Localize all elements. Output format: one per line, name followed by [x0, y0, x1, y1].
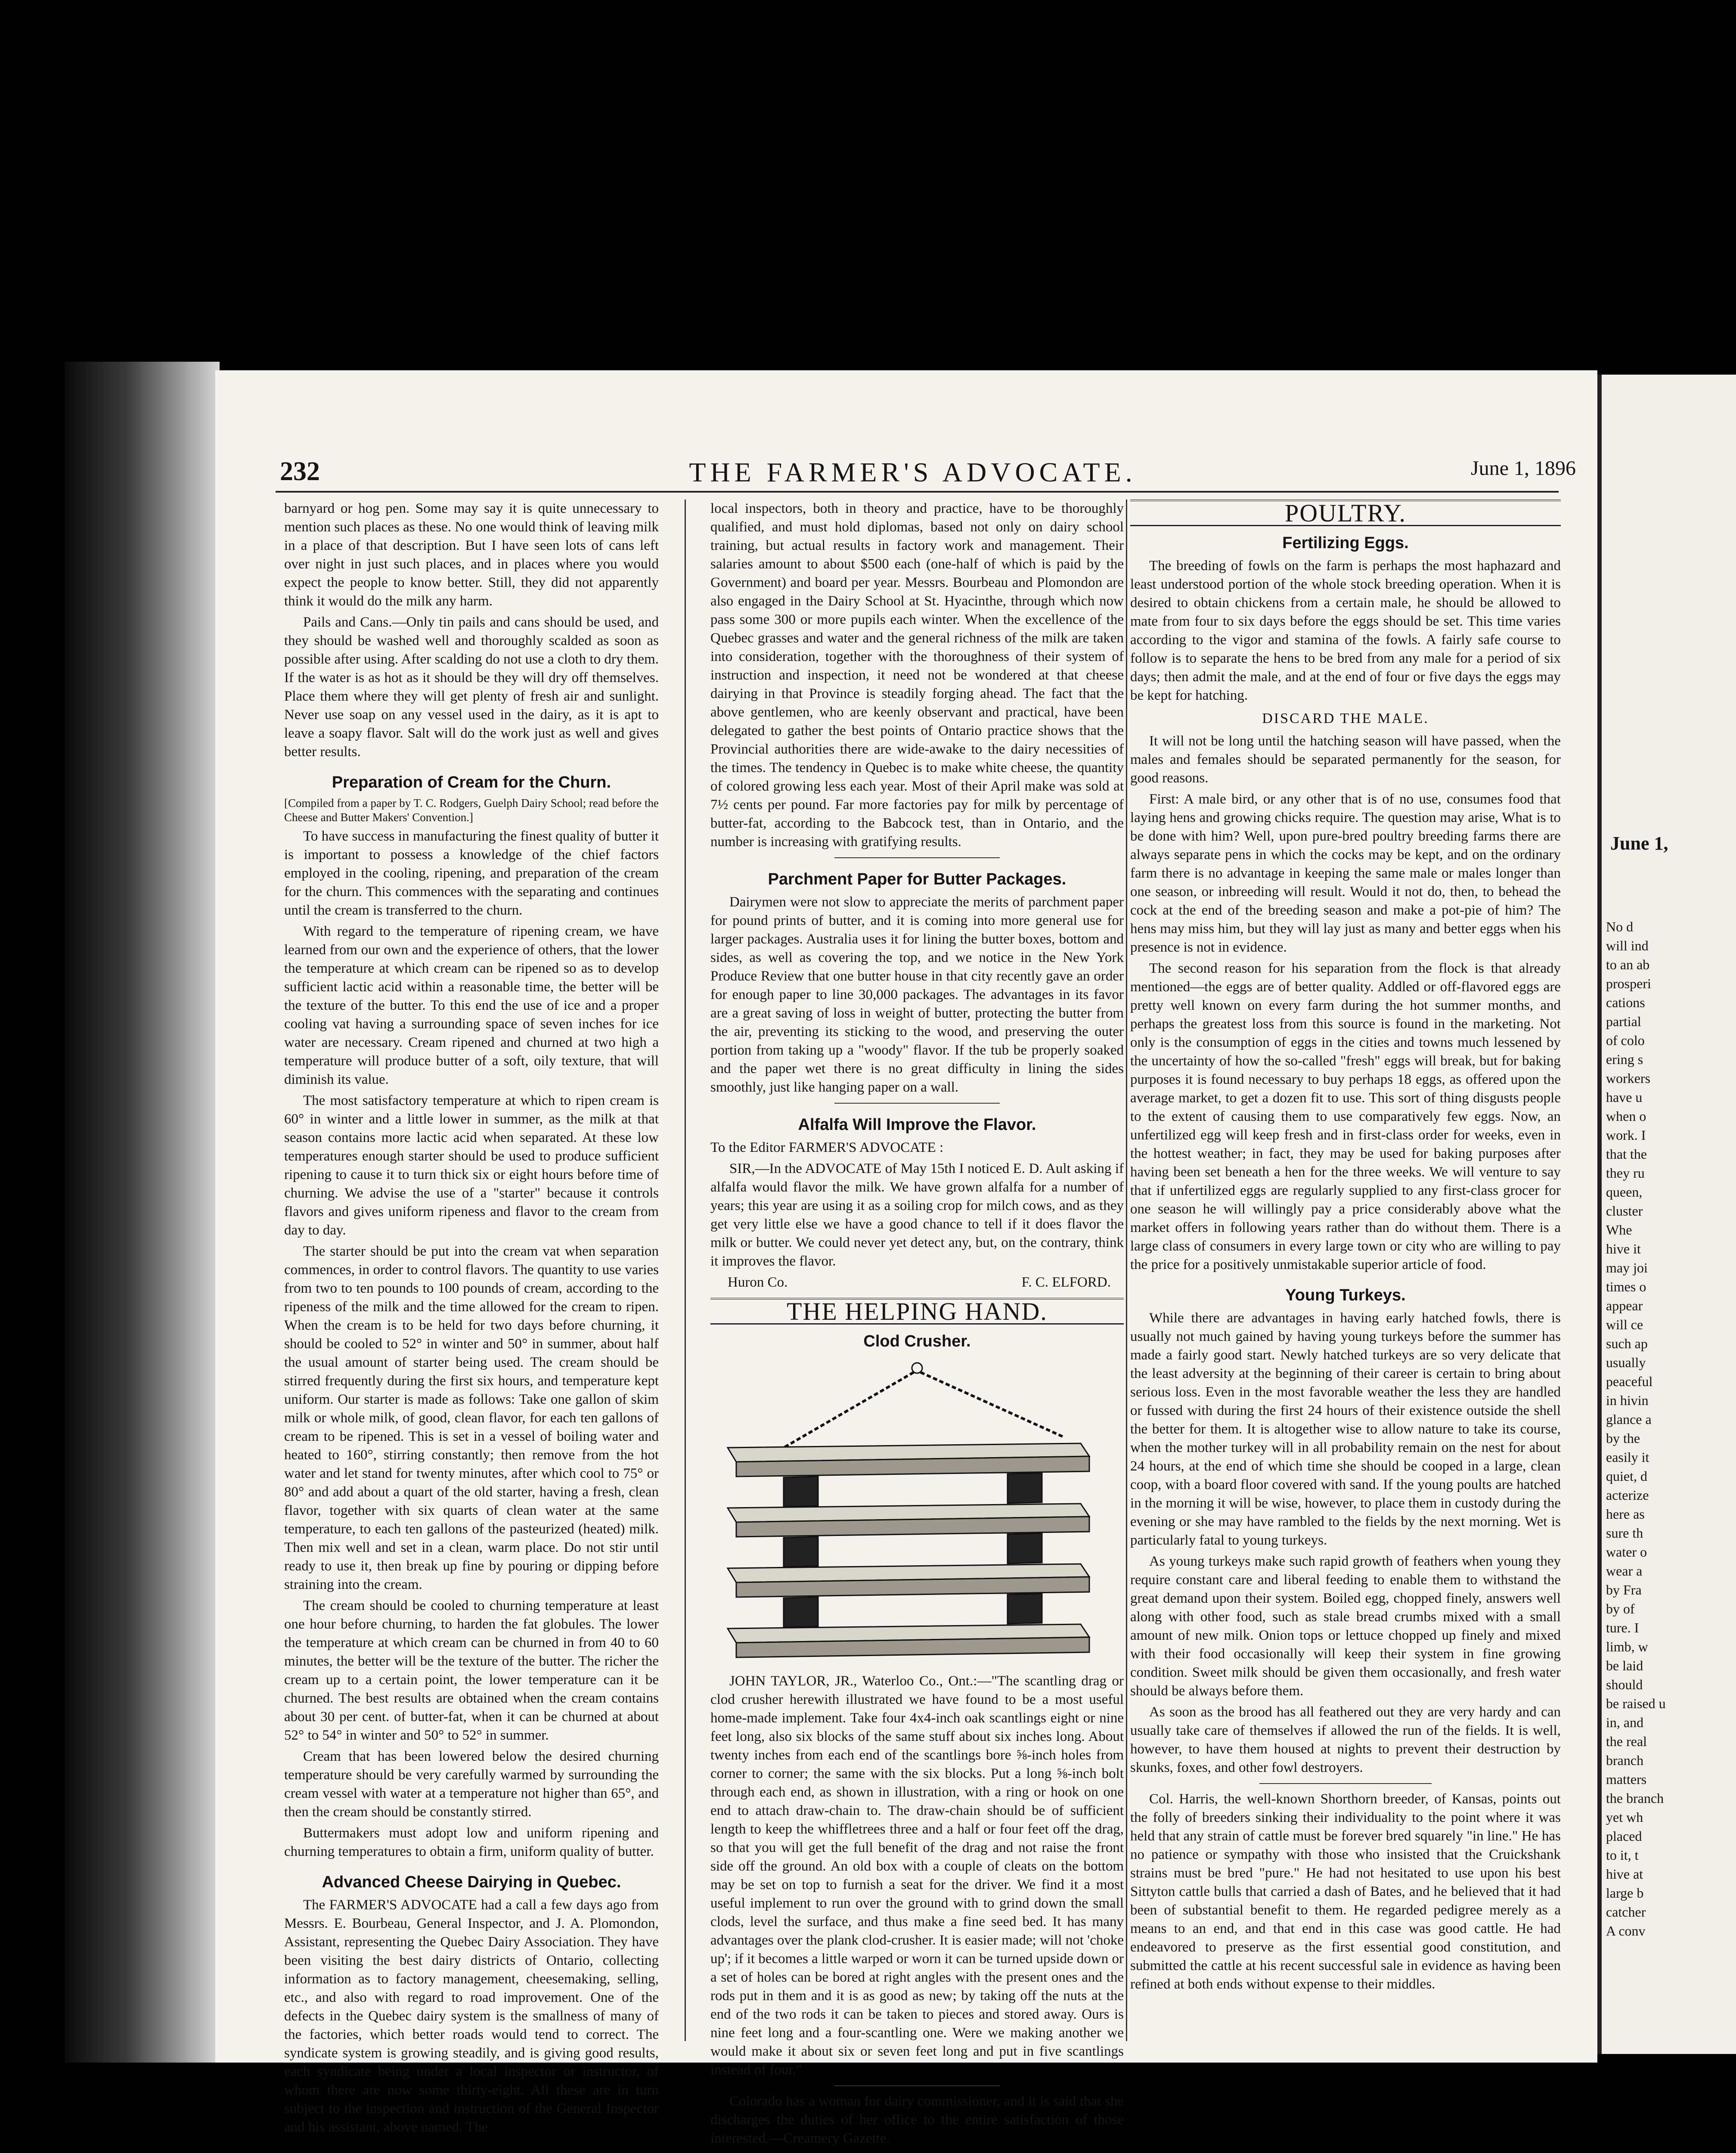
adjacent-page-line: Whe	[1606, 1222, 1632, 1238]
article-paragraph: With regard to the temperature of ripening cream, we have learned from our own and the experience of others, that the lower the temperature at which cream can be ripened so as to develop sufficient lactic acid within a reasonable time, the better will be the texture of the butter. To this end the use of ice and a proper cooling vat having a surrounding space of seven inches for ice water are necessary. Cream ripened and churned at two high a temperature will produce butter of a soft, oily texture, that will diminish its value.	[284, 924, 659, 1087]
adjacent-page-line: placed	[1606, 1828, 1642, 1844]
letter-signature: F. C. ELFORD.	[1021, 1275, 1111, 1290]
column-1	[284, 499, 659, 2139]
column-divider	[685, 499, 686, 2041]
adjacent-page-line: will ind	[1606, 938, 1649, 953]
article-paragraph: As soon as the brood has all feathered out they are very hardy and can usually take care of themselves if allowed the run of the fields. It is well, however, to have them housed at nights to prevent their destruction by skunks, foxes, and other fowl destroyers.	[1130, 1704, 1561, 1775]
adjacent-page-line: that the	[1606, 1146, 1647, 1162]
article-heading: Preparation of Cream for the Churn.	[332, 773, 611, 791]
column-2	[710, 499, 1124, 2150]
article-paragraph: Buttermakers must adopt low and uniform ripening and churning temperatures to obtain a firm, uniform quality of butter.	[284, 1825, 659, 1859]
adjacent-page-line: hive at	[1606, 1866, 1643, 1882]
article-paragraph: barnyard or hog pen. Some may say it is quite unnecessary to mention such places as these. No one would think of leaving milk in a place of that description. But I have seen lots of cans left over night in just such places, and in places where you would expect the people to know better. Still, they did not apparently think it would do the milk any harm.	[284, 501, 659, 609]
adjacent-page-line: such ap	[1606, 1336, 1648, 1351]
adjacent-page-line: acterize	[1606, 1487, 1649, 1503]
adjacent-page-line: wear a	[1606, 1563, 1643, 1579]
article-paragraph: While there are advantages in having early hatched fowls, there is usually not much gained by having young turkeys before the summer has made a fairly good start. Newly hatched turkeys are so very delicate that the least adversity at the beginning of their career is certain to bring about serious loss. Even in the most favorable weather the less they are handled or fussed with during the first 24 hours of their existence outside the shell the better for them. It is altogether wise to allow nature to take its course, when the mother turkey will in all probability remain on the nest for about 24 hours, at the end of which time she should be cooped in a large, clean coop, with a board floor covered with sand. If the young poults are hatched in the morning it will be wise, however, to place them in custody during the evening or she may have rambled to the fields by the next morning. Wet is particularly fatal to young turkeys.	[1130, 1310, 1561, 1548]
article-heading: Alfalfa Will Improve the Flavor.	[798, 1116, 1036, 1134]
article-subheading: DISCARD THE MALE.	[1262, 710, 1429, 726]
adjacent-page-line: hive it	[1606, 1241, 1641, 1256]
adjacent-page-line: may joi	[1606, 1260, 1648, 1275]
article-paragraph: Colorado has a woman for dairy commissioner, and it is said that she discharges the duties of her office to the entire satisfaction of those interested.—Creamery Gazette.	[710, 2094, 1124, 2146]
adjacent-page-line: should	[1606, 1677, 1643, 1692]
adjacent-page-line: yet wh	[1606, 1809, 1643, 1825]
adjacent-page-line: cluster	[1606, 1203, 1643, 1219]
section-rule	[834, 857, 1000, 858]
adjacent-page	[1597, 375, 1736, 2054]
adjacent-page-line: cations	[1606, 995, 1645, 1010]
article-heading: Parchment Paper for Butter Packages.	[768, 870, 1066, 888]
article-paragraph: The cream should be cooled to churning temperature at least one hour before churning, to harden the fat globules. The lower the temperature at which cream can be churned in from 40 to 60 minutes, the better will be the texture of the butter. The richer the cream up to a certain point, the lower temperature can it be churned. The best results are obtained when the cream contains about 30 per cent. of butter-fat, when it can be churned at about 52° to 54° in winter and 50° to 52° in summer.	[284, 1598, 659, 1743]
adjacent-page-line: branch	[1606, 1753, 1644, 1768]
page-number: 232	[280, 457, 320, 486]
adjacent-page-line: of colo	[1606, 1033, 1645, 1048]
adjacent-page-line: queen,	[1606, 1184, 1643, 1200]
adjacent-page-line: work. I	[1606, 1127, 1646, 1143]
adjacent-page-line: will ce	[1606, 1317, 1643, 1332]
article-paragraph: The starter should be put into the cream vat when separation commences, in order to control flavors. The quantity to use varies from two to ten pounds to 100 pounds of cream, according to the ripeness of the milk and the time allowed for the cream to ripen. When the cream is to be held for two days before churning, it should be cooled to 52° in winter and 50° in summer, about half the usual amount of starter being used. The cream should be stirred frequently during the first six hours, and temperature kept uniform. Our starter is made as follows: Take one gallon of skim milk or whole milk, of good, clean flavor, for each ten gallons of cream to be ripened. This is set in a vessel of boiling water and heated to 160°, stirring constantly; then remove from the hot water and let stand for twenty minutes, after which cool to 75° or 80° and add about a quart of the old starter, having a fresh, clean flavor, together with six quarts of clean water at the same temperature, to each ten gallons of the pasteurized (heated) milk. Then mix well and set in a clean, warm place. Do not stir until ready to use it, then break up fine by pouring or dipping before straining into the cream.	[284, 1244, 659, 1592]
article-paragraph: Pails and Cans.—Only tin pails and cans should be used, and they should be washed well and thoroughly scalded as soon as possible after using. After scalding do not use a cloth to dry them. If the water is as hot as it should be they will dry off themselves. Place them where they will get plenty of fresh air and sunlight. Never use soap on any vessel used in the dairy, as it is apt to leave a soapy flavor. Salt will do the work just as well and gives better results.	[284, 614, 659, 760]
article-paragraph: The second reason for his separation from the flock is that already mentioned—the eggs are of better quality. Addled or off-flavored eggs are pretty well known on every farm during the hot summer months, and perhaps the greatest loss from this source is found in the marketing. Not only is the consumption of eggs in the cities and towns much lessened by the uncertainty of how the so-called "fresh" eggs will break, but for baking purposes it is found necessary to buy perhaps 18 eggs, as offered upon the average market, to get a dozen fit to use. This sort of thing disgusts people to the extent of causing them to use comparatively few eggs. Now, an unfertilized egg will keep fresh and in first-class order for weeks, even in the hottest weather; in fact, they may be used for baking purposes after having been set beneath a hen for the three weeks. We will venture to say that if unfertilized eggs are regularly supplied to any first-class grocer for one season he will willingly pay a price considerably above what the market offers in following years rather than do without them. There is a large class of consumers in every large town or city who are willing to pay the price for a positively unmistakable superior article of food.	[1130, 961, 1561, 1272]
article-paragraph: The most satisfactory temperature at which to ripen cream is 60° in winter and a little lower in summer, as the milk at that season contains more lactic acid when separated. At these low temperatures enough starter should be used to produce sufficient ripening to cause it to turn thick six or eight hours before time of churning. We advise the use of a "starter" because it controls flavors and gives uniform ripeness and flavor to the cream from day to day.	[284, 1093, 659, 1238]
article-paragraph: Col. Harris, the well-known Shorthorn breeder, of Kansas, points out the folly of breeders sinking their individuality to the point where it was held that any strain of cattle must be forever bred squarely "in line." He has no patience or sympathy with those who insisted that the Cruickshank strains must be bred "pure." He had not hesitated to use upon his best Sittyton cattle bulls that carried a dash of Bates, and he believed that it had been of substantial benefit to them. He regarded pedigree merely as a means to an end, and that end in this case was good cattle. He had endeavored to preserve as the first essential good constitution, and submitted the cattle at his recent successful sale in evidence as having been refined at both ends without expense to their middles.	[1130, 1791, 1561, 1992]
adjacent-page-line: by the	[1606, 1430, 1640, 1446]
adjacent-page-header: June 1,	[1610, 833, 1668, 854]
adjacent-page-line: when o	[1606, 1108, 1646, 1124]
adjacent-page-line: peaceful	[1606, 1374, 1653, 1389]
adjacent-page-line: workers	[1606, 1070, 1651, 1086]
adjacent-page-line: No d	[1606, 919, 1634, 934]
adjacent-page-line: by of	[1606, 1601, 1635, 1616]
adjacent-page-line: by Fra	[1606, 1582, 1642, 1598]
section-rule	[834, 1103, 1000, 1104]
adjacent-page-line: in, and	[1606, 1715, 1644, 1730]
adjacent-page-line: the branch	[1606, 1790, 1664, 1806]
adjacent-page-line: ture. I	[1606, 1620, 1639, 1635]
adjacent-page-line: quiet, d	[1606, 1468, 1647, 1484]
adjacent-page-line: catcher	[1606, 1904, 1646, 1920]
adjacent-page-line: easily it	[1606, 1449, 1649, 1465]
article-paragraph: SIR,—In the ADVOCATE of May 15th I noticed E. D. Ault asking if alfalfa would flavor the milk. We have grown alfalfa for a number of years; this year are using it as a soiling crop for milch cows, and as they get very little else we have a good chance to tell if it does flavor the milk or butter. We could never yet detect any, but, on the contrary, think it improves the flavor.	[710, 1161, 1124, 1269]
clod-crusher-illustration	[710, 1355, 1124, 1665]
adjacent-page-line: have u	[1606, 1089, 1643, 1105]
header-rule	[276, 491, 1559, 493]
adjacent-page-line: limb, w	[1606, 1639, 1648, 1654]
section-rule	[834, 2085, 1000, 2086]
letter-signature-line	[710, 1273, 1124, 1292]
adjacent-page-line: partial	[1606, 1014, 1641, 1029]
adjacent-page-text	[1606, 917, 1736, 1940]
adjacent-page-line: large b	[1606, 1885, 1644, 1901]
running-head	[232, 456, 1593, 491]
adjacent-page-line: A conv	[1606, 1923, 1646, 1939]
article-heading: Fertilizing Eggs.	[1282, 534, 1409, 552]
article-paragraph: local inspectors, both in theory and practice, have to be thoroughly qualified, and must hold diplomas, based not only on dairy school training, but actual results in factory work and management. Their salaries amount to about $500 each (one-half of which is paid by the Government) and board per year. Messrs. Bourbeau and Plomondon are also engaged in the Dairy School at St. Hyacinthe, through which now pass some 300 or more pupils each winter. When the excellence of the Quebec grasses and water and the general richness of the milk are taken into consideration, together with the thoroughness of their system of instruction and inspection, it need not be wondered at that cheese dairying in that Province is steadily forging ahead. The fact that the above gentlemen, who are keenly observant and practical, have been delegated to gather the best points of Ontario practice shows that the Provincial authorities there are wide-awake to the dairy necessities of the times. The tendency in Quebec is to make white cheese, the quantity of colored growing less each year. Most of their April make was sold at 7½ cents per pound. Far more factories pay for milk by percentage of butter-fat, according to the Babcock test, than in Ontario, and the number is increasing with gratifying results.	[710, 501, 1124, 850]
article-paragraph: Cream that has been lowered below the desired churning temperature should be very carefully warmed by surrounding the cream vessel with water at a temperature not higher than 65°, and then the cream should be constantly stirred.	[284, 1749, 659, 1820]
adjacent-page-line: they ru	[1606, 1165, 1645, 1181]
adjacent-page-line: usually	[1606, 1355, 1646, 1370]
article-paragraph: To have success in manufacturing the finest quality of butter it is important to possess a knowledge of the chief factors employed in the cooling, ripening, and preparation of the cream for the churn. This commences with the separating and continues until the cream is transferred to the churn.	[284, 828, 659, 918]
article-paragraph: The FARMER'S ADVOCATE had a call a few days ago from Messrs. E. Bourbeau, General Inspector, and J. A. Plomondon, Assistant, representing the Quebec Dairy Association. They have been visiting the best dairy districts of Ontario, collecting information as to factory management, cheesemaking, selling, etc., and also with regard to road improvement. One of the defects in the Quebec dairy system is the smallness of many of the factories, which better roads would tend to correct. The syndicate system is growing steadily, and is giving good results, each syndicate being under a local inspector or instructor, of whom there are now some thirty-eight. All these are in turn subject to the inspection and instruction of the General Inspector and his assistant, above named. The	[284, 1897, 659, 2135]
adjacent-page-line: times o	[1606, 1279, 1646, 1294]
column-3	[1130, 499, 1561, 1996]
adjacent-page-line: sure th	[1606, 1525, 1643, 1541]
issue-date: June 1, 1896	[1471, 457, 1576, 480]
clod-crusher-drawing	[710, 1355, 1124, 1665]
section-heading: THE HELPING HAND.	[710, 1298, 1124, 1325]
article-paragraph: As young turkeys make such rapid growth of feathers when young they require constant care and liberal feeding to enable them to withstand the great demand upon their system. Boiled egg, chopped finely, answers well along with other food, such as stale bread crumbs mixed with a small amount of new milk. Onion tops or lettuce chopped up finely and mixed with their food occasionally will keep their system in fine growing condition. Sweet milk should be given them occasionally, and fresh water should be always before them.	[1130, 1554, 1561, 1699]
column-divider	[1126, 499, 1127, 2041]
section-heading: POULTRY.	[1130, 499, 1561, 526]
article-heading: Advanced Cheese Dairying in Quebec.	[322, 1873, 621, 1891]
letter-salutation: To the Editor FARMER'S ADVOCATE :	[710, 1140, 944, 1155]
adjacent-page-line: matters	[1606, 1771, 1647, 1787]
adjacent-page-line: glance a	[1606, 1412, 1652, 1427]
adjacent-page-line: here as	[1606, 1506, 1645, 1522]
article-paragraph: Dairymen were not slow to appreciate the merits of parchment paper for pound prints of butter, and it is coming into more general use for larger packages. Australia uses it for lining the butter boxes, bottom and sides, as well as covering the top, and we notice in the New York Produce Review that one butter house in that city recently gave an order for enough paper to line 30,000 packages. The advantages in its favor are a great saving of loss in weight of butter, protecting the butter from the air, preventing its sticking to the wood, and preserving the outer portion from taking up a "woody" flavor. If the tub be properly soaked and the paper wet there is no great difficulty in lining the sides smoothly, just like hanging paper on a wall.	[710, 894, 1124, 1095]
adjacent-page-line: be laid	[1606, 1658, 1643, 1673]
adjacent-page-line: appear	[1606, 1298, 1643, 1313]
film-border-top	[0, 0, 1736, 362]
article-paragraph: It will not be long until the hatching season will have passed, when the males and females should be separated permanently for the season, for good reasons.	[1130, 733, 1561, 786]
adjacent-page-line: to it, t	[1606, 1847, 1639, 1863]
article-paragraph: The breeding of fowls on the farm is perhaps the most haphazard and least understood portion of the whole stock breeding operation. When it is desired to obtain chickens from a certain male, he should be allowed to mate from four to six days before the eggs should be set. This time varies according to the vigor and stamina of the fowls. A fairly safe course to follow is to separate the hens to be bred from any male for a period of six days; then admit the male, and at the end of four or five days the eggs may be kept for hatching.	[1130, 558, 1561, 703]
letter-place: Huron Co.	[728, 1275, 788, 1290]
adjacent-page-line: to an ab	[1606, 957, 1650, 972]
adjacent-page-line: be raised u	[1606, 1696, 1666, 1711]
adjacent-page-line: the real	[1606, 1734, 1647, 1749]
article-paragraph: JOHN TAYLOR, JR., Waterloo Co., Ont.:—"The scantling drag or clod crusher herewith illustrated we have found to be a most useful home-made implement. Take four 4x4-inch oak scantlings eight or nine feet long, also six blocks of the same stuff about six inches long. About twenty inches from each end of the scantlings bore ⅝-inch holes from corner to corner; the same with the six blocks. Put a long ⅝-inch bolt through each end, as shown in illustration, with a ring or hook on one end to attach draw-chain to. The draw-chain should be of sufficient length to keep the whiffletrees three and a half or four feet off the drag, so that you will get the full benefit of the drag and not raise the front side off the ground. An old box with a couple of cleats on the bottom may be set on top to furnish a seat for the driver. We find it a most useful implement to run over the ground with to grind down the small clods, level the surface, and thus make a fine seed bed. It has many advantages over the plank clod-crusher. It is easier made; will not 'choke up'; if it becomes a little warped or worn it can be turned upside down or a set of holes can be bored at right angles with the present ones and the rods put in them and it is as good as new; by taking off the nuts at the end of the two rods it can be taken to pieces and stored away. Ours is nine feet long and a four-scantling one. Were we making another we would make it about six or seven feet long and put in five scantlings instead of four."	[710, 1673, 1124, 2078]
adjacent-page-line: in hivin	[1606, 1393, 1649, 1408]
article-paragraph: First: A male bird, or any other that is of no use, consumes food that laying hens and growing chicks require. The question may arise, What is to be done with him? Well, upon pure-bred poultry breeding farms there are always separate pens in which the cocks may be kept, and on the ordinary farm there is no advantage in keeping the same male or males longer than one season, or inbreeding will result. Would it not do, then, to behead the cock at the end of the breeding season and make a pot-pie of him? The hens may miss him, but they will lay just as many and better eggs when his presence is not in evidence.	[1130, 791, 1561, 955]
adjacent-page-line: ering s	[1606, 1052, 1643, 1067]
article-heading: Clod Crusher.	[863, 1332, 971, 1350]
newspaper-title: THE FARMER'S ADVOCATE.	[689, 457, 1137, 487]
article-source-note: [Compiled from a paper by T. C. Rodgers, Guelph Dairy School; read before the Cheese and Butter Makers' Convention.]	[284, 797, 659, 824]
article-heading: Young Turkeys.	[1285, 1286, 1406, 1304]
adjacent-page-line: water o	[1606, 1544, 1647, 1560]
adjacent-page-line: prosperi	[1606, 976, 1651, 991]
book-spine	[65, 362, 220, 2063]
section-rule	[1259, 1783, 1432, 1784]
